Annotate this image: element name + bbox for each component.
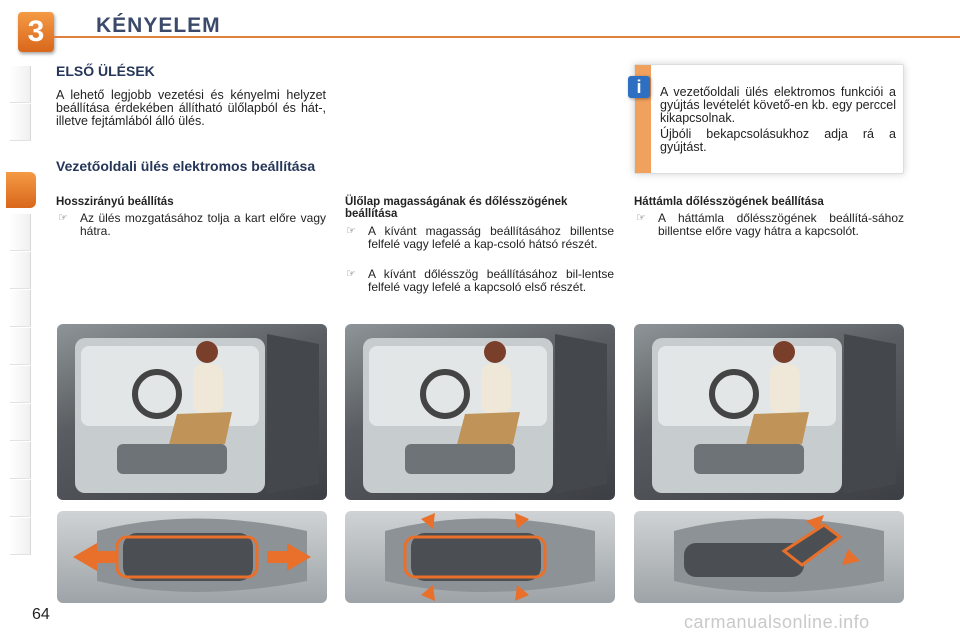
bullet-text: A kívánt magasság beállításához billentse felfelé vagy lefelé a kap-csoló hátsó részét. (368, 224, 614, 251)
bullet-item (58, 212, 326, 238)
chapter-title: KÉNYELEM (96, 14, 221, 37)
driver-seat-illustration-1 (57, 324, 327, 500)
chapter-tab[interactable] (10, 328, 31, 365)
pointer-hand-icon: ☞ (58, 212, 68, 224)
bullet-text: A kívánt dőlésszög beállításához bil-lentse felfelé vagy lefelé a kapcsoló első részét. (368, 267, 614, 294)
pointer-hand-icon: ☞ (636, 212, 646, 224)
chapter-tab[interactable] (10, 366, 31, 403)
chapter-tab[interactable] (10, 480, 31, 517)
page-header (0, 0, 960, 56)
chapter-tab[interactable] (10, 518, 31, 555)
column-heading-cushion: Ülőlap magasságának és dőlésszögének beállítása (345, 196, 568, 220)
pointer-hand-icon: ☞ (346, 225, 356, 237)
page-number: 64 (32, 606, 50, 623)
chapter-tab[interactable] (10, 104, 31, 141)
column-heading-longitudinal: Hosszirányú beállítás (56, 196, 174, 208)
chapter-tab[interactable] (10, 214, 31, 251)
bullet-item (346, 268, 614, 294)
driver-seat-illustration-3 (634, 324, 904, 500)
seat-switch-closeup-cushion (345, 511, 615, 603)
subsection-title: Vezetőoldali ülés elektromos beállítása (56, 158, 316, 174)
bullet-item (346, 225, 614, 251)
info-text-2: Újbóli bekapcsolásukhoz adja rá a gyújtást. (660, 127, 896, 154)
section-intro: A lehető legjobb vezetési és kényelmi helyzet beállítása érdekében állítható ülőlapból és hát-, illetve fejtámlából álló ülés. (56, 88, 326, 128)
seat-switch-closeup-longitudinal (57, 511, 327, 603)
watermark: carmanualsonline.info (684, 612, 870, 632)
info-text-1: A vezetőoldali ülés elektromos funkciói a gyújtás levételét követő-en kb. egy perccel kikapcsolnak. (660, 85, 896, 125)
pointer-hand-icon: ☞ (346, 268, 356, 280)
section-title: ELSŐ ÜLÉSEK (56, 63, 155, 79)
chapter-number-badge: 3 (18, 12, 54, 52)
chapter-tab[interactable] (10, 404, 31, 441)
chapter-tab[interactable] (10, 66, 31, 103)
bullet-text: A háttámla dőlésszögének beállítá-sához billentse előre vagy hátra a kapcsolót. (658, 211, 904, 238)
column-heading-backrest: Háttámla dőlésszögének beállítása (634, 196, 824, 208)
chapter-tab-active[interactable] (6, 172, 36, 208)
driver-seat-illustration-2 (345, 324, 615, 500)
bullet-item (636, 212, 904, 238)
bullet-text: Az ülés mozgatásához tolja a kart előre vagy hátra. (80, 211, 326, 238)
seat-switch-closeup-backrest (634, 511, 904, 603)
chapter-tab[interactable] (10, 290, 31, 327)
chapter-tab[interactable] (10, 252, 31, 289)
info-icon: i (628, 76, 650, 98)
chapter-tab[interactable] (10, 442, 31, 479)
chapter-tab-strip (10, 66, 32, 576)
